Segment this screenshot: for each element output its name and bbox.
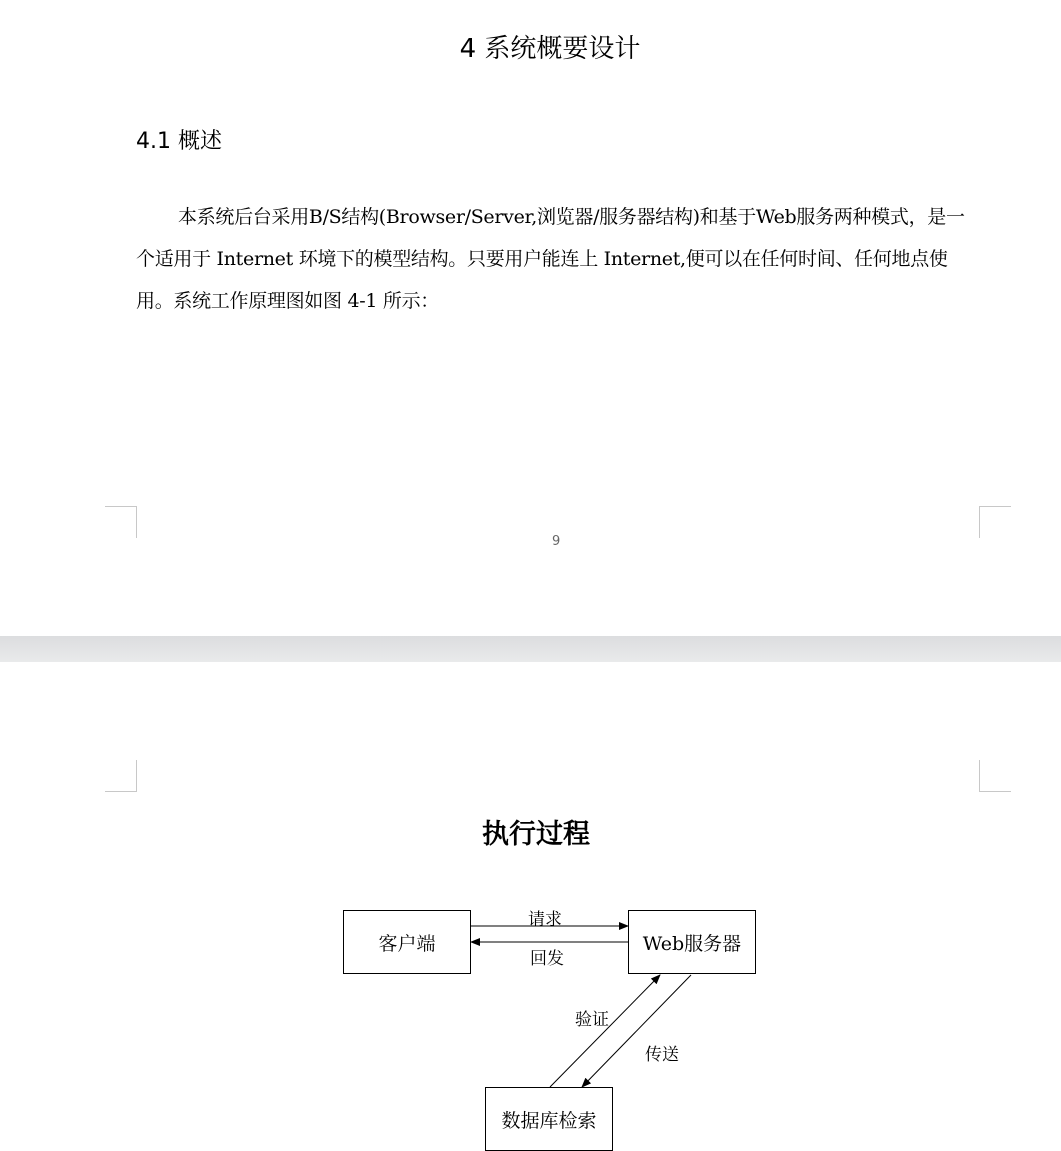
edge-label-transmit: 传送 (645, 1045, 679, 1065)
margin-corner-bottom-left (105, 506, 137, 538)
page-separator (0, 636, 1061, 662)
body-paragraph: 本系统后台采用B/S结构(Browser/Server,浏览器/服务器结构)和基于Web服务两种模式，是一个适用于 Internet 环境下的模型结构。只要用户能连上 Internet,便可以在任何时间、任何地点使用。系统工作原理图如图 4-1 所示： (136, 206, 965, 312)
edge-label-reply: 回发 (530, 949, 564, 969)
page-number: 9 (552, 534, 561, 549)
margin-corner-bottom-right (979, 506, 1011, 538)
node-web-server: Web服务器 (628, 910, 756, 974)
section-title: 4.1 概述 (136, 129, 222, 154)
figure-title: 执行过程 (482, 819, 590, 850)
diagram-arrows (0, 662, 1061, 1137)
chapter-title: 4 系统概要设计 (459, 34, 641, 64)
node-client: 客户端 (343, 910, 471, 974)
edge-label-request: 请求 (528, 910, 562, 930)
document-page-10 (0, 662, 1061, 1137)
edge-label-verify: 验证 (575, 1010, 609, 1030)
node-database: 数据库检索 (485, 1087, 613, 1151)
